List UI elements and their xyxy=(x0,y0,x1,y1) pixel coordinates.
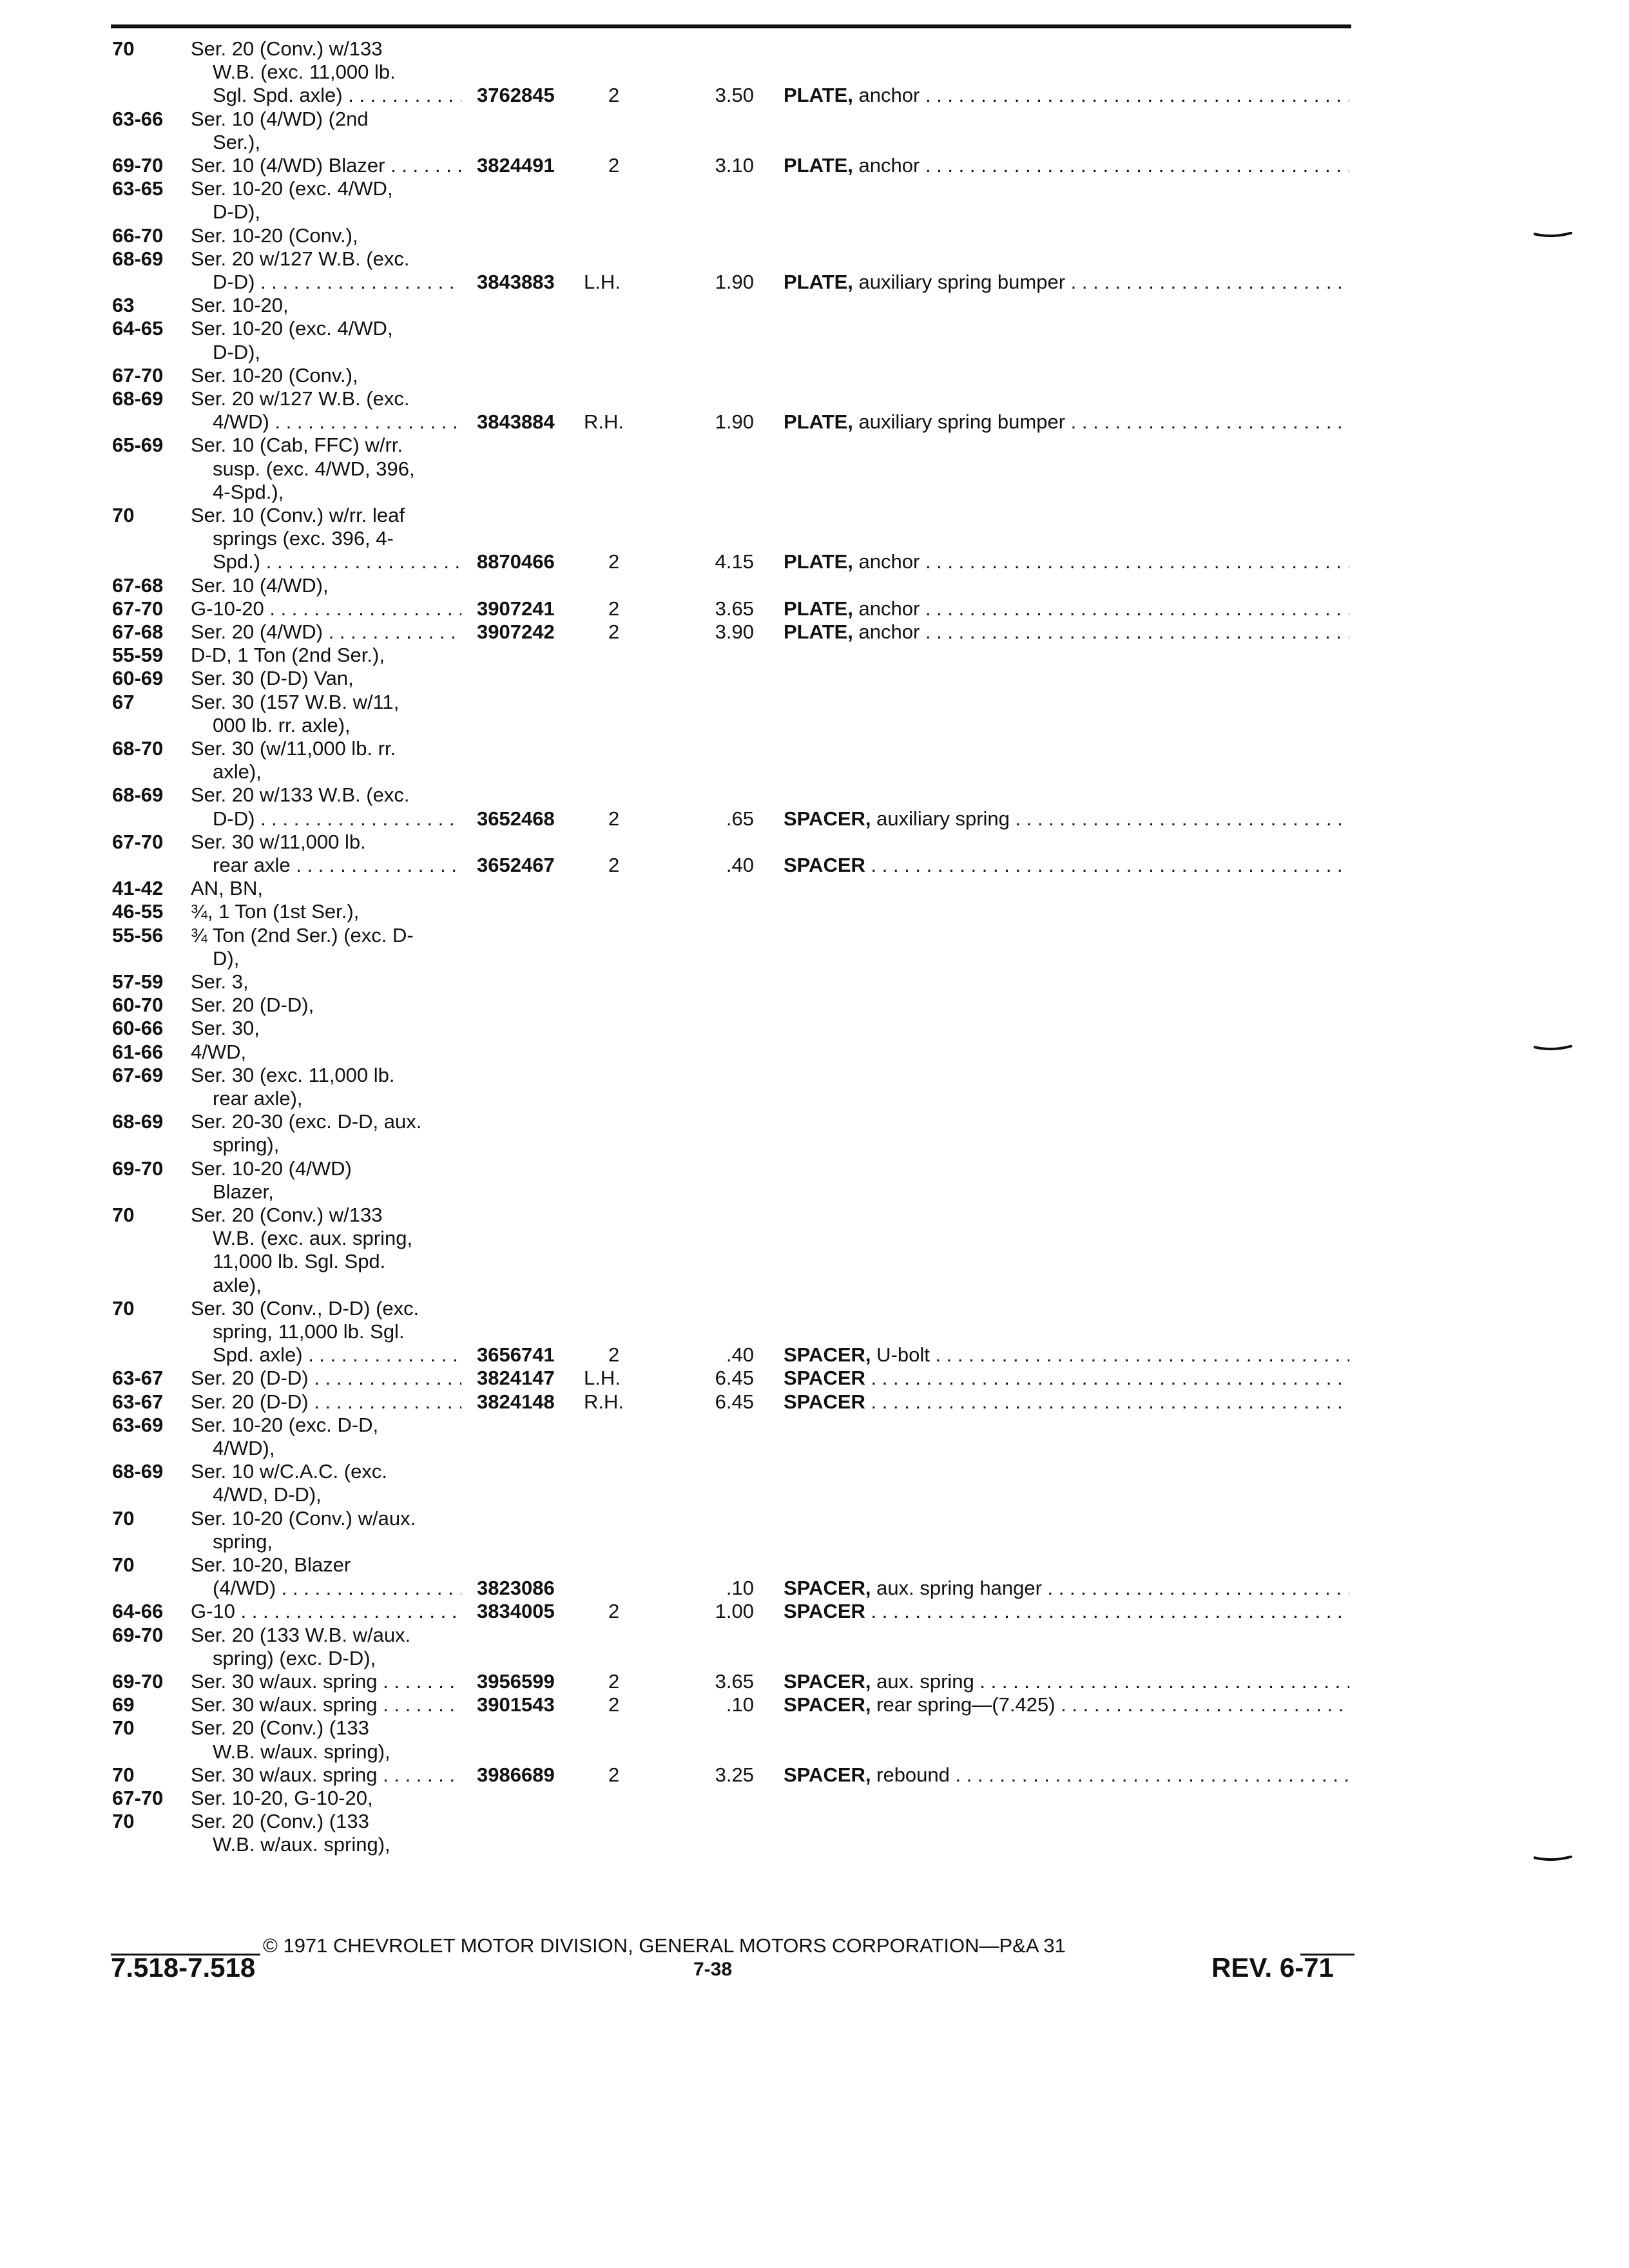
application-text: Ser. 10-20 (exc. 4/WD, xyxy=(191,177,393,200)
list-price: 3.10 xyxy=(715,154,754,177)
quantity: 2 xyxy=(608,1670,620,1693)
part-number: 3907241 xyxy=(477,597,555,620)
parts-entry xyxy=(0,1507,1629,1553)
application-text: Ser. 10 (4/WD), xyxy=(191,573,329,597)
parts-entry xyxy=(0,1763,1629,1787)
application-text: Ser. 10 w/C.A.C. (exc. xyxy=(191,1460,387,1483)
parts-entry xyxy=(0,1693,1629,1716)
parts-entry xyxy=(0,154,1629,177)
quantity: 2 xyxy=(608,1693,620,1716)
model-years: 63-69 xyxy=(112,1413,164,1436)
part-number: 3652468 xyxy=(477,807,555,830)
application-text: 4/WD, xyxy=(191,1040,247,1063)
parts-entry xyxy=(0,1017,1629,1040)
application-text: axle), xyxy=(213,760,262,783)
part-number: 3907242 xyxy=(477,620,555,643)
part-number: 8870466 xyxy=(477,550,555,573)
application-text: Ser. 20 (Conv.) w/133 xyxy=(191,1204,383,1226)
part-name: PLATE, xyxy=(784,154,853,177)
quantity: 2 xyxy=(608,550,620,573)
model-years: 69-70 xyxy=(112,1670,164,1693)
part-number: 3843884 xyxy=(477,410,555,434)
model-years: 63-67 xyxy=(112,1367,164,1390)
list-price: 3.50 xyxy=(715,84,754,107)
application-text: ¾, 1 Ton (1st Ser.), xyxy=(191,900,360,923)
model-years: 70 xyxy=(112,37,135,60)
application-text: Ser. 20 (D-D) . . . xyxy=(191,1390,461,1414)
application-text: Ser.), xyxy=(213,130,261,153)
application-text: 000 lb. rr. axle), xyxy=(213,713,351,736)
application-text: Ser. 10 (4/WD) Blazer . . . xyxy=(191,154,461,177)
revision-label: REV. 6-71 xyxy=(1211,1952,1334,1983)
application-text: Ser. 20 (4/WD) . . . xyxy=(191,620,461,644)
application-text: D), xyxy=(213,947,240,970)
model-years: 65-69 xyxy=(112,434,164,457)
parts-entry xyxy=(0,667,1629,690)
part-qualifier: anchor xyxy=(853,597,920,620)
part-number: 3656741 xyxy=(477,1343,555,1367)
part-number: 3986689 xyxy=(477,1763,555,1786)
application-text: 11,000 lb. Sgl. Spd. xyxy=(213,1250,386,1273)
application-text: Ser. 20-30 (exc. D-D, aux. xyxy=(191,1110,422,1133)
list-price: 1.00 xyxy=(715,1600,754,1623)
application-text: 4/WD), xyxy=(213,1436,275,1459)
model-years: 70 xyxy=(112,1506,135,1530)
page-number: 7-38 xyxy=(693,1959,733,1980)
application-text: Ser. 10-20 (exc. D-D, xyxy=(191,1413,379,1436)
part-name: SPACER, xyxy=(784,1577,871,1600)
list-price: 3.65 xyxy=(715,1670,754,1693)
part-description xyxy=(784,620,1349,644)
part-qualifier: anchor xyxy=(853,550,920,573)
part-name: SPACER xyxy=(784,1390,865,1413)
application-text: G-10 . . . xyxy=(191,1600,461,1623)
model-years: 67 xyxy=(112,690,135,713)
application-text: Ser. 10-20 (Conv.) w/aux. xyxy=(191,1506,416,1530)
part-name: PLATE, xyxy=(784,620,853,643)
model-years: 41-42 xyxy=(112,877,164,900)
part-description xyxy=(784,807,1349,831)
quantity: 2 xyxy=(608,154,620,177)
parts-entry xyxy=(0,1064,1629,1110)
part-name: PLATE, xyxy=(784,410,853,434)
model-years: 70 xyxy=(112,1204,135,1226)
parts-entry xyxy=(0,247,1629,294)
part-description xyxy=(784,154,1349,177)
application-text: D-D) . . . xyxy=(213,271,461,294)
part-name: SPACER xyxy=(784,1600,865,1623)
parts-entry xyxy=(0,177,1629,224)
list-price: 1.90 xyxy=(715,410,754,434)
parts-entry xyxy=(0,1041,1629,1064)
application-text: Ser. 10 (Cab, FFC) w/rr. xyxy=(191,434,403,457)
part-description xyxy=(784,1343,1349,1367)
part-qualifier: auxiliary spring bumper xyxy=(853,270,1066,293)
application-text: Ser. 30 w/aux. spring . . . xyxy=(191,1670,461,1693)
quantity: 2 xyxy=(608,853,620,876)
parts-entry xyxy=(0,1716,1629,1763)
model-years: 68-69 xyxy=(112,1460,164,1483)
part-qualifier: anchor xyxy=(853,154,920,177)
application-text: Ser. 10-20, xyxy=(191,294,289,317)
list-price: 3.90 xyxy=(715,620,754,643)
application-text: Ser. 30 (D-D) Van, xyxy=(191,667,354,690)
model-years: 64-66 xyxy=(112,1600,164,1623)
part-description xyxy=(784,1763,1349,1787)
model-years: 46-55 xyxy=(112,900,164,923)
model-years: 69 xyxy=(112,1693,135,1716)
application-text: Ser. 30 (Conv., D-D) (exc. xyxy=(191,1296,419,1320)
list-price: .40 xyxy=(726,853,754,876)
copyright-text: © 1971 CHEVROLET MOTOR DIVISION, GENERAL MOTORS CORPORATION—P&A 31 xyxy=(263,1934,1066,1957)
parts-entry xyxy=(0,1297,1629,1367)
application-text: W.B. (exc. 11,000 lb. xyxy=(213,61,396,84)
part-name: SPACER, xyxy=(784,1343,871,1367)
parts-entry xyxy=(0,644,1629,667)
application-text: 4/WD) . . . xyxy=(213,410,461,434)
list-price: 3.65 xyxy=(715,597,754,620)
application-text: Ser. 30 (w/11,000 lb. rr. xyxy=(191,737,396,760)
model-years: 68-69 xyxy=(112,1110,164,1133)
part-description xyxy=(784,84,1349,107)
application-text: W.B. w/aux. spring), xyxy=(213,1740,390,1763)
model-years: 67-69 xyxy=(112,1063,164,1086)
application-text: D-D), xyxy=(213,200,261,224)
model-years: 67-68 xyxy=(112,573,164,597)
top-rule xyxy=(111,24,1351,28)
side-indicator: R.H. xyxy=(584,410,624,434)
part-qualifier: aux. spring hanger xyxy=(871,1577,1042,1600)
part-qualifier: auxiliary spring xyxy=(871,807,1010,830)
application-text: axle), xyxy=(213,1273,262,1296)
application-text: Ser. 30 w/aux. spring . . . xyxy=(191,1693,461,1716)
application-text: Blazer, xyxy=(213,1180,274,1203)
parts-entry xyxy=(0,1414,1629,1460)
application-text: Ser. 10-20, G-10-20, xyxy=(191,1787,373,1809)
part-qualifier: rebound xyxy=(871,1763,950,1786)
model-years: 69-70 xyxy=(112,1623,164,1646)
list-price: 1.90 xyxy=(715,270,754,293)
part-qualifier: auxiliary spring bumper xyxy=(853,410,1066,434)
part-description xyxy=(784,1367,1349,1390)
quantity: 2 xyxy=(608,1343,620,1367)
application-text: Ser. 30 (157 W.B. w/11, xyxy=(191,690,400,713)
list-price: .40 xyxy=(726,1343,754,1367)
part-description xyxy=(784,854,1349,877)
application-text: Ser. 20 (Conv.) (133 xyxy=(191,1810,369,1833)
section-code: 7.518-7.518 xyxy=(111,1952,256,1983)
application-text: Ser. 20 (D-D) . . . xyxy=(191,1367,461,1390)
parts-entry xyxy=(0,574,1629,597)
part-number: 3834005 xyxy=(477,1600,555,1623)
model-years: 67-70 xyxy=(112,363,164,387)
part-name: SPACER xyxy=(784,1367,865,1390)
application-text: Ser. 30 (exc. 11,000 lb. xyxy=(191,1063,395,1086)
parts-entry xyxy=(0,224,1629,247)
list-price: 3.25 xyxy=(715,1763,754,1786)
model-years: 61-66 xyxy=(112,1040,164,1063)
part-qualifier: aux. spring xyxy=(871,1670,974,1693)
parts-entry xyxy=(0,1204,1629,1297)
quantity: 2 xyxy=(608,597,620,620)
copyright-line xyxy=(111,1934,1354,1960)
application-text: Ser. 10-20 (Conv.), xyxy=(191,363,358,387)
application-text: 4/WD, D-D), xyxy=(213,1483,322,1506)
model-years: 67-70 xyxy=(112,830,164,853)
part-number: 3956599 xyxy=(477,1670,555,1693)
parts-entry xyxy=(0,900,1629,923)
quantity: 2 xyxy=(608,807,620,830)
parts-entry xyxy=(0,970,1629,994)
model-years: 68-69 xyxy=(112,783,164,807)
model-years: 55-59 xyxy=(112,644,164,667)
parts-entry xyxy=(0,737,1629,783)
application-text: spring) (exc. D-D), xyxy=(213,1646,376,1669)
application-text: Ser. 10-20 (Conv.), xyxy=(191,224,358,247)
application-text: Spd. axle) . . . xyxy=(213,1343,461,1367)
application-text: spring), xyxy=(213,1133,280,1157)
side-indicator: L.H. xyxy=(584,1367,621,1390)
application-text: Ser. 20 w/133 W.B. (exc. xyxy=(191,783,410,807)
model-years: 68-69 xyxy=(112,387,164,410)
application-text: Ser. 20 (Conv.) (133 xyxy=(191,1716,369,1740)
parts-entry xyxy=(0,1367,1629,1390)
model-years: 60-66 xyxy=(112,1017,164,1040)
model-years: 68-69 xyxy=(112,247,164,270)
side-indicator: R.H. xyxy=(584,1390,624,1413)
application-text: Ser. 10 (4/WD) (2nd xyxy=(191,107,369,130)
model-years: 67-70 xyxy=(112,1787,164,1809)
application-text: Ser. 10-20 (exc. 4/WD, xyxy=(191,317,393,340)
application-text: Ser. 10-20, Blazer xyxy=(191,1553,351,1576)
application-text: Ser. 10-20 (4/WD) xyxy=(191,1157,352,1180)
part-name: SPACER, xyxy=(784,1763,871,1786)
list-price: 6.45 xyxy=(715,1367,754,1390)
application-text: susp. (exc. 4/WD, 396, xyxy=(213,457,415,480)
parts-entry xyxy=(0,877,1629,900)
part-description xyxy=(784,271,1349,294)
part-description xyxy=(784,597,1349,620)
application-text: rear axle . . . xyxy=(213,854,461,877)
parts-entry xyxy=(0,1553,1629,1600)
model-years: 67-68 xyxy=(112,620,164,643)
application-text: W.B. (exc. aux. spring, xyxy=(213,1227,413,1250)
application-text: Spd.) . . . xyxy=(213,550,461,573)
part-name: SPACER, xyxy=(784,1670,871,1693)
quantity: 2 xyxy=(608,620,620,643)
parts-entry xyxy=(0,1110,1629,1157)
part-qualifier: rear spring—(7.425) xyxy=(871,1693,1055,1716)
model-years: 63-65 xyxy=(112,177,164,200)
parts-entry xyxy=(0,1624,1629,1670)
parts-entry xyxy=(0,294,1629,317)
part-description xyxy=(784,1600,1349,1623)
model-years: 70 xyxy=(112,1763,135,1786)
part-name: SPACER, xyxy=(784,807,871,830)
part-name: SPACER xyxy=(784,853,865,876)
model-years: 70 xyxy=(112,1716,135,1740)
part-qualifier: U-bolt xyxy=(871,1343,930,1367)
application-text: AN, BN, xyxy=(191,877,263,900)
model-years: 70 xyxy=(112,504,135,526)
part-description xyxy=(784,410,1349,434)
application-text: Ser. 20 w/127 W.B. (exc. xyxy=(191,387,410,410)
application-text: spring, xyxy=(213,1530,273,1553)
application-text: springs (exc. 396, 4- xyxy=(213,527,394,550)
side-indicator: L.H. xyxy=(584,270,621,293)
parts-entry xyxy=(0,434,1629,504)
application-text: G-10-20 . . . xyxy=(191,597,461,620)
application-text: (4/WD) . . . xyxy=(213,1577,461,1600)
part-number: 3824491 xyxy=(477,154,555,177)
application-text: W.B. w/aux. spring), xyxy=(213,1833,390,1856)
parts-entry xyxy=(0,1810,1629,1856)
application-text: Ser. 20 (133 W.B. w/aux. xyxy=(191,1623,411,1646)
application-text: Ser. 20 w/127 W.B. (exc. xyxy=(191,247,410,270)
quantity: 2 xyxy=(608,84,620,107)
application-text: Ser. 30, xyxy=(191,1017,260,1040)
list-price: 6.45 xyxy=(715,1390,754,1413)
parts-entry xyxy=(0,597,1629,620)
parts-entry xyxy=(0,620,1629,644)
application-text: D-D, 1 Ton (2nd Ser.), xyxy=(191,644,385,667)
parts-entry xyxy=(0,1670,1629,1693)
part-name: PLATE, xyxy=(784,270,853,293)
application-text: D-D), xyxy=(213,340,261,363)
part-number: 3824147 xyxy=(477,1367,555,1390)
model-years: 60-70 xyxy=(112,994,164,1017)
part-name: SPACER, xyxy=(784,1693,871,1716)
model-years: 70 xyxy=(112,1810,135,1833)
part-name: PLATE, xyxy=(784,84,853,107)
parts-entry xyxy=(0,1600,1629,1623)
parts-entry xyxy=(0,37,1629,108)
part-number: 3652467 xyxy=(477,853,555,876)
part-description xyxy=(784,550,1349,573)
application-text: Ser. 30 w/11,000 lb. xyxy=(191,830,366,853)
model-years: 70 xyxy=(112,1553,135,1576)
list-price: .10 xyxy=(726,1693,754,1716)
part-qualifier: anchor xyxy=(853,84,920,107)
part-number: 3823086 xyxy=(477,1577,555,1600)
parts-entry xyxy=(0,1787,1629,1810)
parts-entry xyxy=(0,1390,1629,1414)
parts-entry xyxy=(0,108,1629,154)
part-description xyxy=(784,1577,1349,1600)
model-years: 63-67 xyxy=(112,1390,164,1413)
parts-entry xyxy=(0,691,1629,737)
application-text: Sgl. Spd. axle) . . . xyxy=(213,84,461,107)
list-price: .10 xyxy=(726,1577,754,1600)
quantity: 2 xyxy=(608,1600,620,1623)
parts-entry xyxy=(0,387,1629,434)
model-years: 63-66 xyxy=(112,107,164,130)
model-years: 64-65 xyxy=(112,317,164,340)
margin-tick-mark xyxy=(1534,1856,1572,1862)
quantity: 2 xyxy=(608,1763,620,1786)
parts-entry xyxy=(0,783,1629,830)
model-years: 67-70 xyxy=(112,597,164,620)
parts-entry xyxy=(0,504,1629,574)
application-text: spring, 11,000 lb. Sgl. xyxy=(213,1320,405,1343)
model-years: 66-70 xyxy=(112,224,164,247)
model-years: 70 xyxy=(112,1296,135,1320)
application-text: Ser. 3, xyxy=(191,970,249,993)
part-number: 3843883 xyxy=(477,270,555,293)
part-number: 3824148 xyxy=(477,1390,555,1413)
application-text: rear axle), xyxy=(213,1086,303,1110)
margin-tick-mark xyxy=(1534,1045,1572,1052)
model-years: 60-69 xyxy=(112,667,164,690)
part-description xyxy=(784,1390,1349,1414)
part-description xyxy=(784,1693,1349,1716)
model-years: 68-70 xyxy=(112,737,164,760)
application-text: ¾ Ton (2nd Ser.) (exc. D- xyxy=(191,923,414,947)
model-years: 69-70 xyxy=(112,1157,164,1180)
list-price: .65 xyxy=(726,807,754,830)
model-years: 55-56 xyxy=(112,923,164,947)
model-years: 69-70 xyxy=(112,154,164,177)
parts-entry xyxy=(0,364,1629,387)
application-text: Ser. 20 (D-D), xyxy=(191,994,314,1017)
parts-entry xyxy=(0,1460,1629,1506)
part-number: 3762845 xyxy=(477,84,555,107)
model-years: 57-59 xyxy=(112,970,164,993)
parts-entry xyxy=(0,317,1629,363)
part-qualifier: anchor xyxy=(853,620,920,643)
application-text: D-D) . . . xyxy=(213,807,461,831)
margin-tick-mark xyxy=(1534,232,1572,238)
part-name: PLATE, xyxy=(784,550,853,573)
application-text: Ser. 10 (Conv.) w/rr. leaf xyxy=(191,504,405,526)
part-number: 3901543 xyxy=(477,1693,555,1716)
model-years: 63 xyxy=(112,294,135,317)
parts-entry xyxy=(0,1157,1629,1204)
parts-entry xyxy=(0,924,1629,970)
list-price: 4.15 xyxy=(715,550,754,573)
part-description xyxy=(784,1670,1349,1693)
part-name: PLATE, xyxy=(784,597,853,620)
parts-entry xyxy=(0,831,1629,877)
application-text: Ser. 30 w/aux. spring . . . xyxy=(191,1763,461,1787)
application-text: Ser. 20 (Conv.) w/133 xyxy=(191,37,383,60)
parts-entry xyxy=(0,994,1629,1017)
application-text: 4-Spd.), xyxy=(213,480,284,503)
